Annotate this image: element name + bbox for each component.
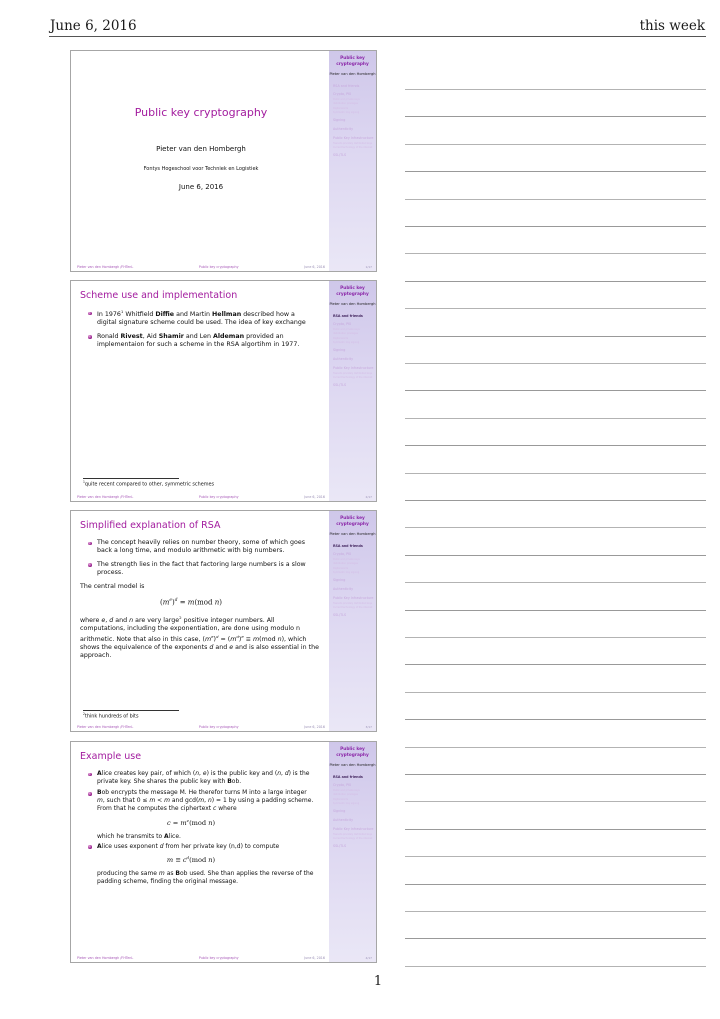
sidebar-nav bbox=[329, 84, 376, 159]
bullet-item: Ronald Rivest, Aid Shamir and Len Aldeman provided an implementaion for such a scheme in the RSA algortihm in 1977. bbox=[97, 333, 309, 350]
sidebar-nav-item: Towards privately distributed keys bbox=[333, 832, 373, 836]
sidebar-nav-item: SSL/TLS bbox=[333, 844, 347, 849]
note-line bbox=[405, 199, 706, 200]
note-line bbox=[405, 226, 706, 227]
note-line bbox=[405, 144, 706, 145]
beamer-sidebar bbox=[329, 511, 376, 731]
slide-page-indicator: 1/17 bbox=[365, 265, 372, 269]
note-line bbox=[405, 938, 706, 939]
equation-encrypt: $c = m^e(mod$ n) bbox=[166, 818, 216, 828]
slide-page-indicator: 3/17 bbox=[365, 725, 372, 729]
note-line bbox=[405, 774, 706, 775]
slide-title-page bbox=[70, 50, 377, 272]
note-line bbox=[405, 116, 706, 117]
note-line bbox=[405, 582, 706, 583]
sidebar-nav-item: Public Key Infrastructure bbox=[333, 135, 374, 140]
beamer-sidebar bbox=[329, 742, 376, 962]
bullet-list bbox=[71, 770, 321, 813]
note-line bbox=[405, 637, 706, 638]
header-week-label: this week bbox=[639, 18, 705, 34]
sidebar-nav-item: Crypto, PKI bbox=[333, 92, 352, 97]
sidebar-nav-item: Public and private keys bbox=[333, 328, 360, 332]
sidebar-author: Pieter van den Hombergh bbox=[329, 71, 376, 76]
footer-date: June 6, 2016 bbox=[304, 265, 325, 269]
bullet-item: In 1976$^1$ Whitfield Diffie and Martin Hellman described how a digital signature scheme could be used. The idea of key exchange bbox=[97, 309, 309, 328]
sidebar-title: Public key cryptography bbox=[336, 747, 369, 758]
equation-central-model: $(m^e)^d = m(mod$ n) bbox=[160, 598, 222, 607]
sidebar-nav-item: Digital words bbox=[333, 106, 349, 110]
sidebar-nav-item: Signing bbox=[333, 578, 346, 583]
sidebar-title: Public key cryptography bbox=[336, 56, 369, 67]
sidebar-nav-item: Symmetric key signing bbox=[333, 111, 360, 115]
sidebar-nav-item: Towards privately distributed keys bbox=[333, 371, 373, 375]
note-line bbox=[405, 829, 706, 830]
header-date: June 6, 2016 bbox=[50, 18, 137, 34]
slide-footer bbox=[71, 725, 331, 729]
sidebar-nav-item: RSA and friends bbox=[333, 774, 363, 779]
footer-date: June 6, 2016 bbox=[304, 725, 325, 729]
footer-title: Public key cryptography bbox=[198, 265, 239, 269]
sidebar-author: Pieter van den Hombergh bbox=[329, 531, 376, 536]
sidebar-nav bbox=[329, 314, 376, 389]
footer-title: Public key cryptography bbox=[198, 495, 239, 499]
note-line bbox=[405, 390, 706, 391]
slide-author: Pieter van den Hombergh bbox=[156, 145, 246, 153]
sidebar-nav-item: distribution privileges bbox=[333, 332, 358, 336]
sidebar-nav-item: Towards privately distributed keys bbox=[333, 141, 373, 145]
note-line bbox=[405, 500, 706, 501]
sidebar-nav-item: Symmetric key signing bbox=[333, 571, 360, 575]
note-line bbox=[405, 418, 706, 419]
note-line bbox=[405, 527, 706, 528]
bullet-item: Alice uses exponent d from her private key (n,d) to compute bbox=[97, 843, 315, 851]
sidebar-nav bbox=[329, 775, 376, 850]
footer-author: Pieter van den Hombergh /FHTenL bbox=[77, 495, 134, 499]
explanation-paragraph: where e, d and n are very large$^2$ positive integer numbers. All computations, including the exponentiation, are done using modulo n arithmetic. Note that also in this case, $(m^e)^d = (m^d)^e \equiv m(mod$ n), which shows the equivalence of the exponents d and e and is also essential in the approach. bbox=[80, 614, 319, 660]
bullet-list bbox=[71, 539, 321, 577]
footer-author: Pieter van den Hombergh /FHTenL bbox=[77, 725, 134, 729]
sidebar-nav bbox=[329, 544, 376, 619]
sidebar-nav-item: Public and private keys bbox=[333, 98, 360, 102]
sidebar-nav-item: Public and private keys bbox=[333, 789, 360, 793]
sidebar-nav-item: Signing bbox=[333, 348, 346, 353]
bullet-list bbox=[71, 843, 321, 851]
sidebar-author: Pieter van den Hombergh bbox=[329, 301, 376, 306]
sidebar-title: Public key cryptography bbox=[336, 516, 369, 527]
sidebar-nav-item: RSA and friends bbox=[333, 543, 363, 548]
slide-title: Public key cryptography bbox=[134, 106, 268, 119]
sidebar-nav-item: Public Key Infrastructure bbox=[333, 365, 374, 370]
sidebar-nav-item: Signing bbox=[333, 118, 346, 123]
note-line bbox=[405, 253, 706, 254]
note-line bbox=[405, 89, 706, 90]
bullet-item: Alice creates key pair, of which (n, e) is the public key and (n, d) is the private key. She shares the public key with Bob. bbox=[97, 770, 315, 786]
sidebar-nav-item: RSA and friends bbox=[333, 313, 363, 318]
sidebar-nav-item: Authenticity bbox=[333, 587, 354, 592]
note-line bbox=[405, 555, 706, 556]
sidebar-nav-item: distribution privileges bbox=[333, 793, 358, 797]
header-rule bbox=[49, 36, 706, 37]
footnote-rule bbox=[83, 478, 179, 479]
note-line bbox=[405, 610, 706, 611]
note-line bbox=[405, 308, 706, 309]
sidebar-nav-item: RSA and friends bbox=[333, 83, 360, 88]
sidebar-nav-item: Current technology of the internet bbox=[333, 376, 373, 380]
note-line bbox=[405, 171, 706, 172]
sidebar-nav-item: Digital words bbox=[333, 797, 349, 801]
sidebar-title: Public key cryptography bbox=[336, 286, 369, 297]
note-line bbox=[405, 966, 706, 967]
beamer-sidebar bbox=[329, 51, 376, 271]
beamer-sidebar bbox=[329, 281, 376, 501]
sidebar-nav-item: Authenticity bbox=[333, 127, 354, 132]
slide-heading: Scheme use and implementation bbox=[80, 290, 238, 301]
bullet-item: Bob encrypts the message M. He therefor turns M into a large integer m, such that 0 ≤ m < m and gcd(m, n) = 1 by using a padding scheme. From that he computes the ciphertext c where bbox=[97, 789, 314, 813]
sidebar-nav-item: Signing bbox=[333, 809, 346, 814]
sidebar-nav-item: SSL/TLS bbox=[333, 613, 347, 618]
bullet-list bbox=[71, 309, 321, 350]
note-line bbox=[405, 719, 706, 720]
sidebar-nav-item: Symmetric key signing bbox=[333, 341, 360, 345]
sidebar-nav-item: Public Key Infrastructure bbox=[333, 595, 374, 600]
slide-footer bbox=[71, 956, 331, 960]
continuation-text: producing the same m as Bob used. She than applies the reverse of the padding scheme, finding the original message. bbox=[97, 869, 314, 885]
note-line bbox=[405, 747, 706, 748]
slide-heading: Simplified explanation of RSA bbox=[80, 520, 221, 531]
sidebar-nav-item: Digital words bbox=[333, 566, 349, 570]
slide-scheme-use bbox=[70, 280, 377, 502]
sidebar-nav-item: Public Key Infrastructure bbox=[333, 826, 374, 831]
sidebar-nav-item: Crypto, PKI bbox=[333, 552, 352, 557]
sidebar-nav-item: Authenticity bbox=[333, 357, 354, 362]
footer-title: Public key cryptography bbox=[198, 725, 239, 729]
sidebar-nav-item: Current technology of the internet bbox=[333, 837, 373, 841]
sidebar-nav-item: Digital words bbox=[333, 336, 349, 340]
slide-footer bbox=[71, 265, 331, 269]
note-line bbox=[405, 801, 706, 802]
lead-text: The central model is bbox=[80, 583, 145, 591]
footer-date: June 6, 2016 bbox=[304, 495, 325, 499]
slide-rsa-explanation bbox=[70, 510, 377, 732]
slide-heading: Example use bbox=[80, 751, 142, 762]
footer-date: June 6, 2016 bbox=[304, 956, 325, 960]
sidebar-nav-item: Current technology of the internet bbox=[333, 606, 373, 610]
slide-page-indicator: 4/17 bbox=[365, 956, 372, 960]
footnote-rule bbox=[83, 710, 179, 711]
note-line bbox=[405, 445, 706, 446]
sidebar-nav-item: distribution privileges bbox=[333, 562, 358, 566]
footer-title: Public key cryptography bbox=[198, 956, 239, 960]
sidebar-nav-item: SSL/TLS bbox=[333, 153, 347, 158]
note-line bbox=[405, 473, 706, 474]
footnote: $^1$quite recent compared to other, symmetric schemes bbox=[83, 478, 214, 488]
note-line bbox=[405, 884, 706, 885]
footer-author: Pieter van den Hombergh /FHTenL bbox=[77, 265, 134, 269]
sidebar-nav-item: Towards privately distributed keys bbox=[333, 601, 373, 605]
footer-author: Pieter van den Hombergh /FHTenL bbox=[77, 956, 134, 960]
sidebar-nav-item: distribution privileges bbox=[333, 102, 358, 106]
bullet-item: The strength lies in the fact that factoring large numbers is a slow process. bbox=[97, 561, 309, 578]
note-line bbox=[405, 336, 706, 337]
slide-date: June 6, 2016 bbox=[178, 183, 224, 191]
continuation-text: which he transmits to Alice. bbox=[97, 832, 181, 840]
note-line bbox=[405, 281, 706, 282]
sidebar-nav-item: Crypto, PKI bbox=[333, 783, 352, 788]
note-line bbox=[405, 363, 706, 364]
bullet-item: The concept heavily relies on number theory, some of which goes back a long time, and modulo arithmetic with big numbers. bbox=[97, 539, 309, 556]
sidebar-nav-item: Authenticity bbox=[333, 818, 354, 823]
sidebar-nav-item: Crypto, PKI bbox=[333, 322, 352, 327]
note-line bbox=[405, 664, 706, 665]
note-line bbox=[405, 692, 706, 693]
sidebar-nav-item: Current technology of the internet bbox=[333, 146, 373, 150]
footnote: $^2$think hundreds of bits bbox=[83, 710, 179, 720]
sidebar-nav-item: Public and private keys bbox=[333, 558, 360, 562]
sidebar-author: Pieter van den Hombergh bbox=[329, 762, 376, 767]
page-number: 1 bbox=[373, 974, 383, 989]
sidebar-nav-item: SSL/TLS bbox=[333, 383, 347, 388]
note-line bbox=[405, 911, 706, 912]
note-line bbox=[405, 856, 706, 857]
slide-institute: Fontys Hogeschool voor Techniek en Logistiek bbox=[143, 166, 259, 172]
slide-example-use bbox=[70, 741, 377, 963]
equation-decrypt: $m \equiv c^d(mod$ n) bbox=[166, 855, 216, 865]
sidebar-nav-item: Symmetric key signing bbox=[333, 802, 360, 806]
slide-footer bbox=[71, 495, 331, 499]
slide-page-indicator: 2/17 bbox=[365, 495, 372, 499]
